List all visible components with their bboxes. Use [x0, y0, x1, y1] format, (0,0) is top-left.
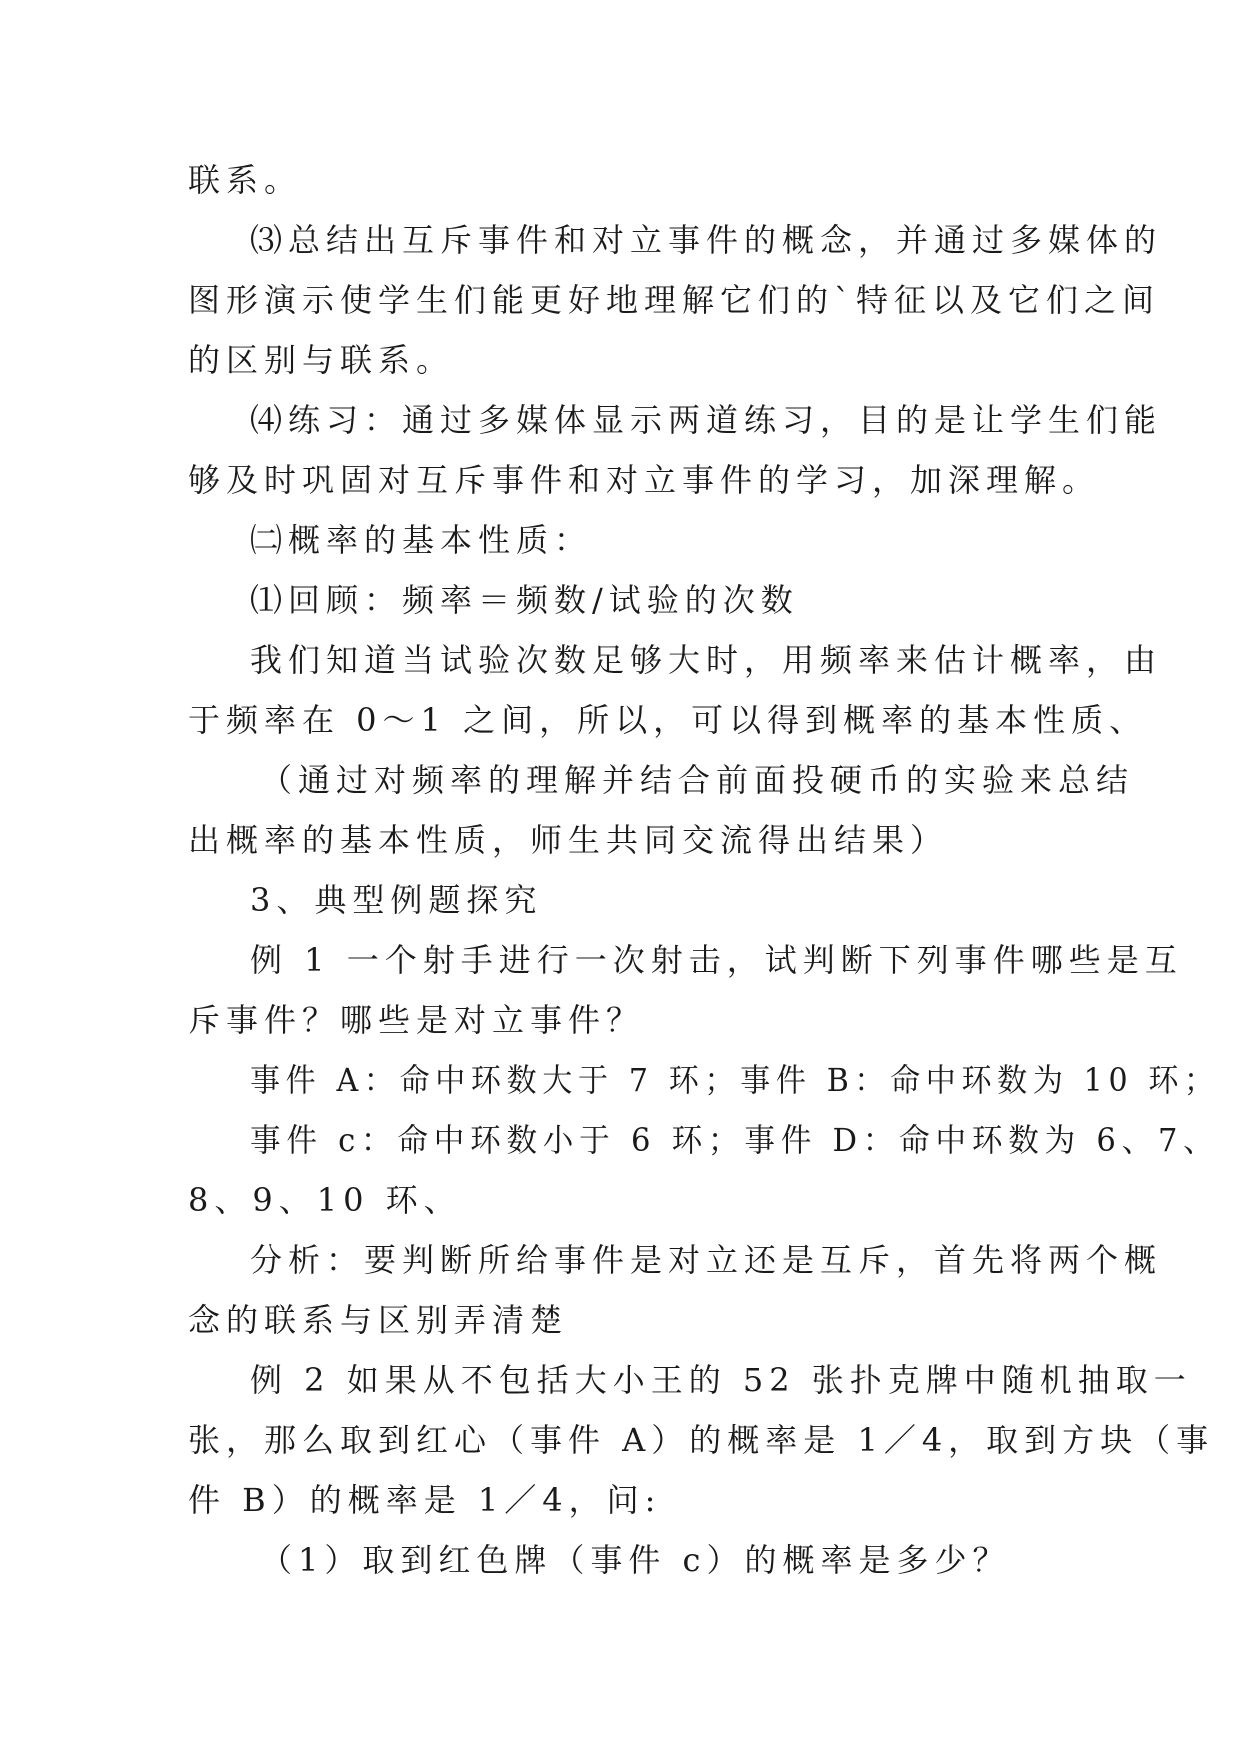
- text-line: 事件 c：命中环数小于 6 环；事件 D：命中环数为 6、7、: [250, 1121, 1220, 1159]
- section-heading: 3、典型例题探究: [250, 881, 543, 919]
- text-line: 例 2 如果从不包括大小王的 52 张扑克牌中随机抽取一: [250, 1361, 1192, 1399]
- text-line: ⑶总结出互斥事件和对立事件的概念，并通过多媒体的: [250, 221, 1163, 259]
- section-heading: ㈡概率的基本性质：: [250, 521, 593, 559]
- text-line: 念的联系与区别弄清楚: [188, 1301, 569, 1339]
- text-line: 例 1 一个射手进行一次射击，试判断下列事件哪些是互: [250, 941, 1183, 979]
- text-line: 斥事件？哪些是对立事件？: [188, 1001, 645, 1039]
- text-line: ⑷练习：通过多媒体显示两道练习，目的是让学生们能: [250, 401, 1163, 439]
- text-line: 图形演示使学生们能更好地理解它们的`特征以及它们之间: [188, 281, 1161, 319]
- text-line: （1）取到红色牌（事件 c）的概率是多少？: [260, 1541, 1011, 1579]
- text-line: 8、9、10 环、: [188, 1181, 462, 1219]
- text-line: ⑴回顾：频率＝频数/试验的次数: [250, 581, 799, 619]
- text-line: 的区别与联系。: [188, 341, 455, 379]
- text-line: 我们知道当试验次数足够大时，用频率来估计概率，由: [250, 641, 1163, 679]
- text-line: 于频率在 0～1 之间，所以，可以得到概率的基本性质、: [188, 701, 1148, 739]
- text-line: 够及时巩固对互斥事件和对立事件的学习，加深理解。: [188, 461, 1101, 499]
- text-line: 件 B）的概率是 1／4，问:: [188, 1481, 662, 1519]
- text-line: 出概率的基本性质，师生共同交流得出结果）: [188, 821, 949, 859]
- text-line: 联系。: [188, 161, 303, 199]
- text-line: （通过对频率的理解并结合前面投硬币的实验来总结: [260, 761, 1135, 799]
- text-line: 分析：要判断所给事件是对立还是互斥，首先将两个概: [250, 1241, 1163, 1279]
- text-line: 事件 A：命中环数大于 7 环；事件 B：命中环数为 10 环；: [250, 1061, 1220, 1099]
- text-line: 张，那么取到红心（事件 A）的概率是 1／4，取到方块（事: [188, 1421, 1215, 1459]
